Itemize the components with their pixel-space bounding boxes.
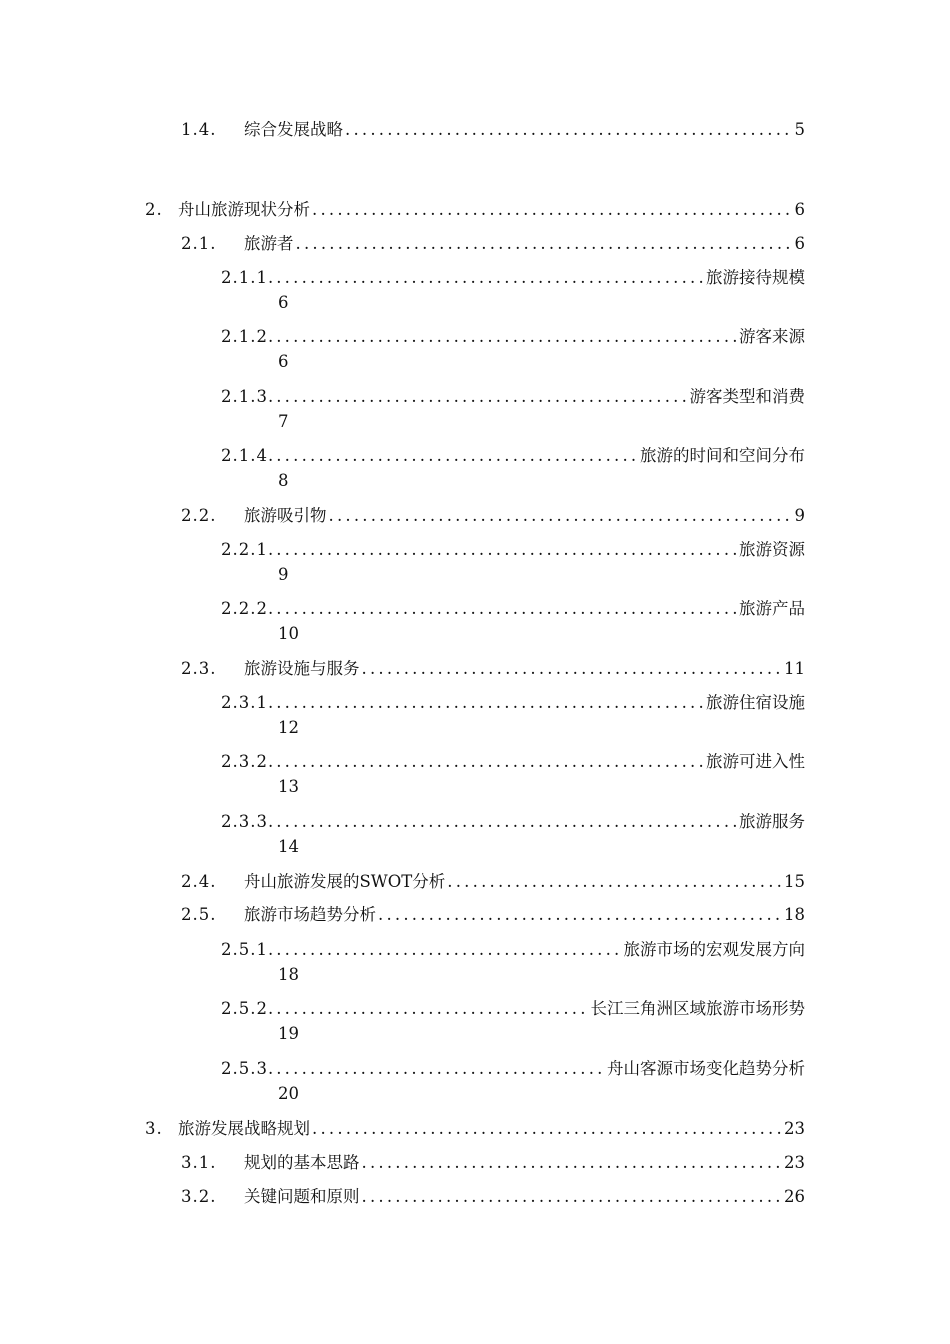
toc-entry-2-5-3[interactable]	[221, 1059, 805, 1079]
toc-entry-2-4[interactable]	[181, 872, 805, 892]
dot-leader	[362, 1187, 783, 1207]
toc-entry-2-3-1[interactable]	[221, 693, 805, 713]
toc-title: 旅游设施与服务	[244, 659, 360, 678]
dot-leader	[296, 234, 793, 254]
dot-leader	[276, 940, 621, 960]
toc-number: 2.1.2.	[221, 327, 275, 346]
toc-number: 2.5.1.	[221, 940, 275, 959]
toc-page-number: 6	[794, 200, 805, 219]
toc-number: 2.3.2.	[221, 752, 275, 771]
dot-leader	[362, 1153, 783, 1173]
toc-page-number: 10	[278, 624, 299, 643]
toc-number: 2.3.3.	[221, 812, 275, 831]
toc-page-number: 18	[278, 965, 299, 984]
toc-page-number: 20	[278, 1084, 299, 1103]
toc-title: 舟山客源市场变化趋势分析	[607, 1059, 805, 1078]
dot-leader	[447, 872, 782, 892]
toc-page-number: 9	[794, 506, 805, 525]
toc-entry-2-1-2[interactable]	[221, 327, 805, 347]
toc-page-number: 9	[278, 565, 289, 584]
toc-number: 2.5.2.	[221, 999, 275, 1018]
toc-page-number: 23	[784, 1119, 805, 1138]
toc-number: 2.5.	[181, 905, 217, 924]
toc-title: 旅游服务	[739, 812, 805, 831]
toc-title: 旅游可进入性	[706, 752, 805, 771]
toc-entry-2-1-4[interactable]	[221, 446, 805, 466]
dot-leader	[276, 387, 687, 407]
toc-page-number: 6	[794, 234, 805, 253]
toc-page-number: 26	[784, 1187, 805, 1206]
toc-title: 旅游发展战略规划	[178, 1119, 310, 1138]
toc-title: 旅游接待规模	[706, 268, 805, 287]
dot-leader	[312, 1119, 782, 1139]
toc-number: 2.3.	[181, 659, 217, 678]
toc-entry-2-1[interactable]	[181, 234, 805, 254]
dot-leader	[362, 659, 783, 679]
toc-entry-3[interactable]	[145, 1119, 805, 1139]
toc-number: 2.2.1.	[221, 540, 275, 559]
toc-entry-2-3[interactable]	[181, 659, 805, 679]
dot-leader	[276, 999, 588, 1019]
toc-title: 综合发展战略	[244, 120, 343, 139]
toc-title: 关键问题和原则	[244, 1187, 360, 1206]
dot-leader	[276, 446, 638, 466]
toc-title: 长江三角洲区域旅游市场形势	[590, 999, 805, 1018]
toc-title: 旅游市场趋势分析	[244, 905, 376, 924]
toc-entry-3-2[interactable]	[181, 1187, 805, 1207]
toc-number: 3.1.	[181, 1153, 217, 1172]
toc-title: 旅游者	[244, 234, 294, 253]
toc-page-number: 8	[278, 471, 289, 490]
dot-leader	[345, 120, 793, 140]
dot-leader	[276, 1059, 605, 1079]
toc-entry-2-1-1[interactable]	[221, 268, 805, 288]
toc-page-number: 15	[784, 872, 805, 891]
toc-entry-2-2[interactable]	[181, 506, 805, 526]
toc-number: 2.	[145, 200, 163, 219]
toc-title: 游客来源	[739, 327, 805, 346]
toc-number: 2.5.3.	[221, 1059, 275, 1078]
toc-page-number: 5	[794, 120, 805, 139]
toc-page-number: 6	[278, 293, 289, 312]
toc-number: 2.1.4.	[221, 446, 275, 465]
toc-entry-1-4[interactable]	[181, 120, 805, 140]
toc-page-number: 23	[784, 1153, 805, 1172]
toc-number: 2.4.	[181, 872, 217, 891]
toc-title: 舟山旅游发展的SWOT分析	[244, 872, 446, 891]
dot-leader	[312, 200, 793, 220]
toc-page-number: 13	[278, 777, 299, 796]
toc-number: 1.4.	[181, 120, 217, 139]
toc-title: 游客类型和消费	[689, 387, 805, 406]
toc-entry-2-5[interactable]	[181, 905, 805, 925]
toc-number: 2.3.1.	[221, 693, 275, 712]
toc-number: 2.1.	[181, 234, 217, 253]
toc-title: 旅游资源	[739, 540, 805, 559]
toc-page-number: 18	[784, 905, 805, 924]
toc-title: 舟山旅游现状分析	[178, 200, 310, 219]
toc-page-number: 19	[278, 1024, 299, 1043]
toc-entry-2-3-2[interactable]	[221, 752, 805, 772]
toc-number: 3.	[145, 1119, 163, 1138]
dot-leader	[276, 752, 704, 772]
toc-number: 2.2.	[181, 506, 217, 525]
toc-title: 旅游住宿设施	[706, 693, 805, 712]
toc-entry-2-5-2[interactable]	[221, 999, 805, 1019]
toc-entry-2-3-3[interactable]	[221, 812, 805, 832]
toc-entry-3-1[interactable]	[181, 1153, 805, 1173]
dot-leader	[378, 905, 782, 925]
dot-leader	[329, 506, 793, 526]
toc-title: 旅游市场的宏观发展方向	[623, 940, 805, 959]
dot-leader	[276, 540, 737, 560]
toc-title: 旅游的时间和空间分布	[640, 446, 805, 465]
dot-leader	[276, 327, 737, 347]
toc-page-number: 14	[278, 837, 299, 856]
toc-title: 规划的基本思路	[244, 1153, 360, 1172]
dot-leader	[276, 599, 737, 619]
toc-number: 2.1.3.	[221, 387, 275, 406]
toc-page-number: 12	[278, 718, 299, 737]
toc-number: 2.2.2.	[221, 599, 275, 618]
dot-leader	[276, 268, 704, 288]
toc-entry-2-2-2[interactable]	[221, 599, 805, 619]
toc-title: 旅游产品	[739, 599, 805, 618]
dot-leader	[276, 693, 704, 713]
toc-entry-2-1-3[interactable]	[221, 387, 805, 407]
toc-entry-2-2-1[interactable]	[221, 540, 805, 560]
dot-leader	[276, 812, 737, 832]
toc-page-number: 6	[278, 352, 289, 371]
toc-number: 3.2.	[181, 1187, 217, 1206]
toc-entry-2[interactable]	[145, 200, 805, 220]
toc-number: 2.1.1.	[221, 268, 275, 287]
toc-page-number: 7	[278, 412, 289, 431]
toc-page-number: 11	[784, 659, 805, 678]
toc-entry-2-5-1[interactable]	[221, 940, 805, 960]
toc-title: 旅游吸引物	[244, 506, 327, 525]
